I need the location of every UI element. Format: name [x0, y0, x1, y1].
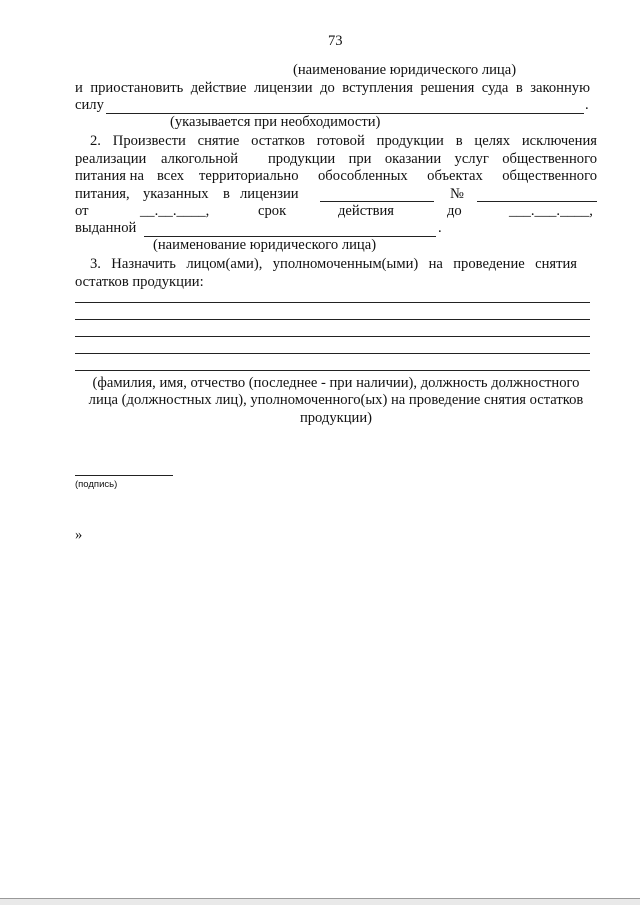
- signature-blank[interactable]: [75, 475, 173, 476]
- number-sign: №: [450, 186, 464, 202]
- force-period: .: [585, 97, 589, 113]
- persons-blank-3[interactable]: [75, 336, 590, 337]
- item2-line4-c: в: [223, 186, 230, 202]
- item3-line2: остатков продукции:: [75, 274, 204, 290]
- caption-signature: (подпись): [75, 479, 118, 490]
- item2-line3-c: территориально обособленных объектах общественного: [199, 168, 597, 184]
- term-label: срок: [258, 203, 287, 219]
- caption-entity-name-top: (наименование юридического лица): [293, 62, 517, 78]
- item2-line2-a: реализации: [75, 151, 147, 167]
- item2-line3-a: питания на: [75, 168, 144, 184]
- item2-line2-c: продукции при оказании услуг общественного: [268, 151, 597, 167]
- item2-line2-b: алкогольной: [161, 151, 239, 167]
- issued-label: выданной: [75, 220, 137, 236]
- persons-blank-1[interactable]: [75, 302, 590, 303]
- license-series-blank[interactable]: [320, 201, 434, 202]
- persons-blank-2[interactable]: [75, 319, 590, 320]
- page-number: 73: [328, 33, 343, 49]
- item2-line4-d: лицензии: [240, 186, 299, 202]
- force-word: силу: [75, 97, 104, 113]
- item2-line3-b: всех: [157, 168, 185, 184]
- caption-persons-line3: продукции): [299, 410, 373, 426]
- from-label: от: [75, 203, 89, 219]
- item3-line1: 3. Назначить лицом(ами), уполномоченным(ыми) на проведение снятия: [90, 256, 577, 272]
- until-label: до: [447, 203, 462, 219]
- scan-bottom-edge: [0, 898, 640, 905]
- date-from-blank[interactable]: __.__.____,: [140, 203, 210, 219]
- caption-entity-name-issuer: (наименование юридического лица): [153, 237, 377, 253]
- caption-persons-line2: лица (должностных лиц), уполномоченного(ых) на проведение снятия остатков: [88, 392, 584, 408]
- closing-quote: »: [75, 527, 83, 543]
- suspend-license-line: и приостановить действие лицензии до вступления решения суда в законную: [75, 80, 590, 96]
- issued-period: .: [438, 220, 442, 236]
- caption-if-needed: (указывается при необходимости): [170, 114, 381, 130]
- date-until-blank[interactable]: ___.___.____,: [509, 203, 593, 219]
- item2-line4-a: питания,: [75, 186, 130, 202]
- item2-line1: 2. Произвести снятие остатков готовой продукции в целях исключения: [90, 133, 597, 149]
- persons-blank-4[interactable]: [75, 353, 590, 354]
- license-number-blank[interactable]: [477, 201, 597, 202]
- persons-blank-5[interactable]: [75, 370, 590, 371]
- validity-label: действия: [338, 203, 394, 219]
- caption-persons-line1: (фамилия, имя, отчество (последнее - при наличии), должность должностного: [92, 375, 580, 391]
- item2-line4-b: указанных: [143, 186, 209, 202]
